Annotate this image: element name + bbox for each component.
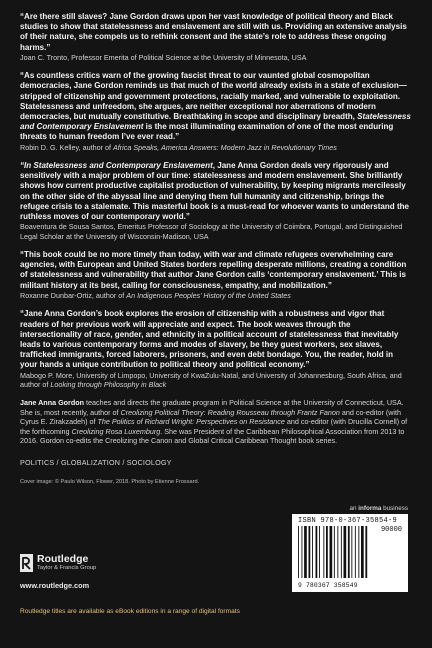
cited-work: Looking through Philosophy in Black: [50, 379, 167, 389]
quote-text: “Are there still slaves? Jane Gordon draws upon her vast knowledge of political theory and Black studies to show that statelessness and enslavement are still with us. Providing an extensive analysis of their nature, she compels us to rethink consent and the state’s role to address these ongoing harms.”: [20, 12, 407, 52]
attribution-part: Robin D. G. Kelley, author of: [20, 142, 113, 152]
cited-work: Creolizing Political Theory: Reading Rousseau through Frantz Fanon: [120, 407, 340, 417]
book-title: “In Statelessness and Contemporary Enslavement: [20, 161, 213, 171]
bio-part: . She was President of the Caribbean Philosophical Association from 2013 to 2016. Gordon co-edits the Creolizing the Canon and Global Critical Caribbean Thought book series.: [20, 426, 405, 446]
publisher-logo: [20, 554, 96, 572]
author-bio: [20, 398, 412, 446]
attribution-part: Mabogo P. More, University of Limpopo, University of KwaZulu-Natal, and University of Johannesburg, South Africa, and author of: [20, 370, 402, 389]
bio-part: teaches and directs the graduate program in Political Science at the University of Connecticut, USA. She is, most recently, author of: [20, 398, 404, 417]
blurb-4: [20, 250, 412, 300]
quote-text-part: “As countless critics warn of the growing fascist threat to our vaunted global cosmopolitan democracies, Jane Gordon reminds us that much of the world already exists in a state of exclusion—stripped of citizenship and government protections, racially marked, and vulnerable to exploitation. Statelessness and unfreedom, she argues, are neither exceptional nor aberrations of modern democracies, but mutually constitutive. Breathtaking in scope and disciplinary breadth,: [20, 71, 407, 122]
barcode-bars: [298, 526, 370, 578]
informa-tagline: [350, 505, 408, 512]
quote-text-part: is the most illuminating examination of one of the most enduring threats to human freedom I’ve ever read.”: [20, 122, 394, 142]
publisher-url[interactable]: www.routledge.com: [20, 581, 90, 590]
author-name: Jane Anna Gordon: [20, 398, 85, 408]
blurb-3: [20, 161, 412, 241]
quote-text: “Jane Anna Gordon’s book explores the erosion of citizenship with a robustness and vigor that readers of her previous work will appreciate and expect. The book weaves through the intersectionality of race, gender, and ethnicity in a political account of statelessness that inevitably leads to various contemporary forms and modes of slavery, be they guest workers, sex slaves, trafficked immigrants, forced laborers, prisoners, and even debt bondage. You, the reader, hold in your hands a unique contribution to political theory and political economy.”: [20, 309, 399, 370]
blurb-2: [20, 71, 412, 152]
cited-work: Creolizing Rosa Luxemburg: [71, 426, 161, 436]
subject-categories: POLITICS / GLOBALIZATION / SOCIOLOGY: [20, 457, 172, 467]
publisher-name: Routledge: [37, 553, 89, 565]
quote-attribution: [20, 143, 412, 152]
attribution-part: Roxanne Dunbar-Ortiz, author of: [20, 290, 127, 300]
cited-work: The Politics of Richard Wright: Perspectives on Resistance: [97, 417, 285, 427]
quote-attribution: [20, 291, 412, 300]
quote-attribution: [20, 371, 412, 390]
bio-part: and co-editor (with Cyrus E. Zirakzadeh) of: [20, 407, 402, 427]
blurb-5: [20, 309, 412, 389]
cited-work: Africa Speaks, America Answers: Modern Jazz in Revolutionary Times: [112, 142, 337, 152]
routledge-logo-icon: [20, 554, 33, 572]
blurb-1: [20, 12, 412, 62]
price-code: 90000: [380, 526, 402, 534]
quote-text: [20, 161, 412, 222]
quote-text: [20, 71, 412, 142]
barcode-digits: 9 780367 358549: [298, 582, 358, 589]
quote-text-part: , Jane Anna Gordon deals very rigorously and sensitively with a major problem of our time: statelessness and modern enslavement. She brilliantly shows how current productive capitalist production of vulnerability, by keeping migrants mercilessly on the other side of the abyssal line and denying them full humanity and citizenship, brings the refugee crisis to a stalemate. This masterful book is a must-read for whoever wants to understand the ruthless moves of our contemporary world.”: [20, 161, 410, 222]
informa-prefix: an: [349, 505, 359, 512]
quote-attribution: Boaventura de Sousa Santos, Emeritus Professor of Sociology at the University of Coimbra, Portugal, and Distinguished Legal Scholar at the University of Wisconsin-Madison, USA: [20, 222, 403, 241]
book-title: Statelessness and Contemporary Enslavement: [20, 112, 411, 132]
ebook-note: Routledge titles are available as eBook editions in a range of digital formats: [20, 608, 240, 615]
informa-brand: informa: [358, 505, 382, 512]
publisher-group: Taylor & Francis Group: [37, 565, 97, 571]
informa-suffix: business: [381, 505, 408, 512]
quote-text: “This book could be no more timely than today, with war and climate refugees overwhelming care agencies, with European and United States borders repelling desperate millions, creating a condition of statelessness and vulnerability that author Jane Gordon calls ‘contemporary enslavement.’ This is militant history at its best, calling for consciousness, empathy, and mobilization.”: [20, 250, 407, 290]
isbn: ISBN 978-0-367-35854-9: [298, 517, 398, 525]
quote-attribution: Joan C. Tronto, Professor Emerita of Political Science at the University of Minnesota, USA: [20, 52, 307, 62]
bio-part: and co-editor (with Drucilla Cornell) of the forthcoming: [20, 417, 408, 436]
barcode: [292, 514, 408, 592]
publisher-wordmark: [37, 554, 96, 572]
cover-credit: Cover image: © Paulo Wilson, Flower, 2018. Photo by Etienne Frossard.: [20, 478, 200, 485]
cited-work: An Indigenous Peoples’ History of the United States: [126, 290, 291, 300]
